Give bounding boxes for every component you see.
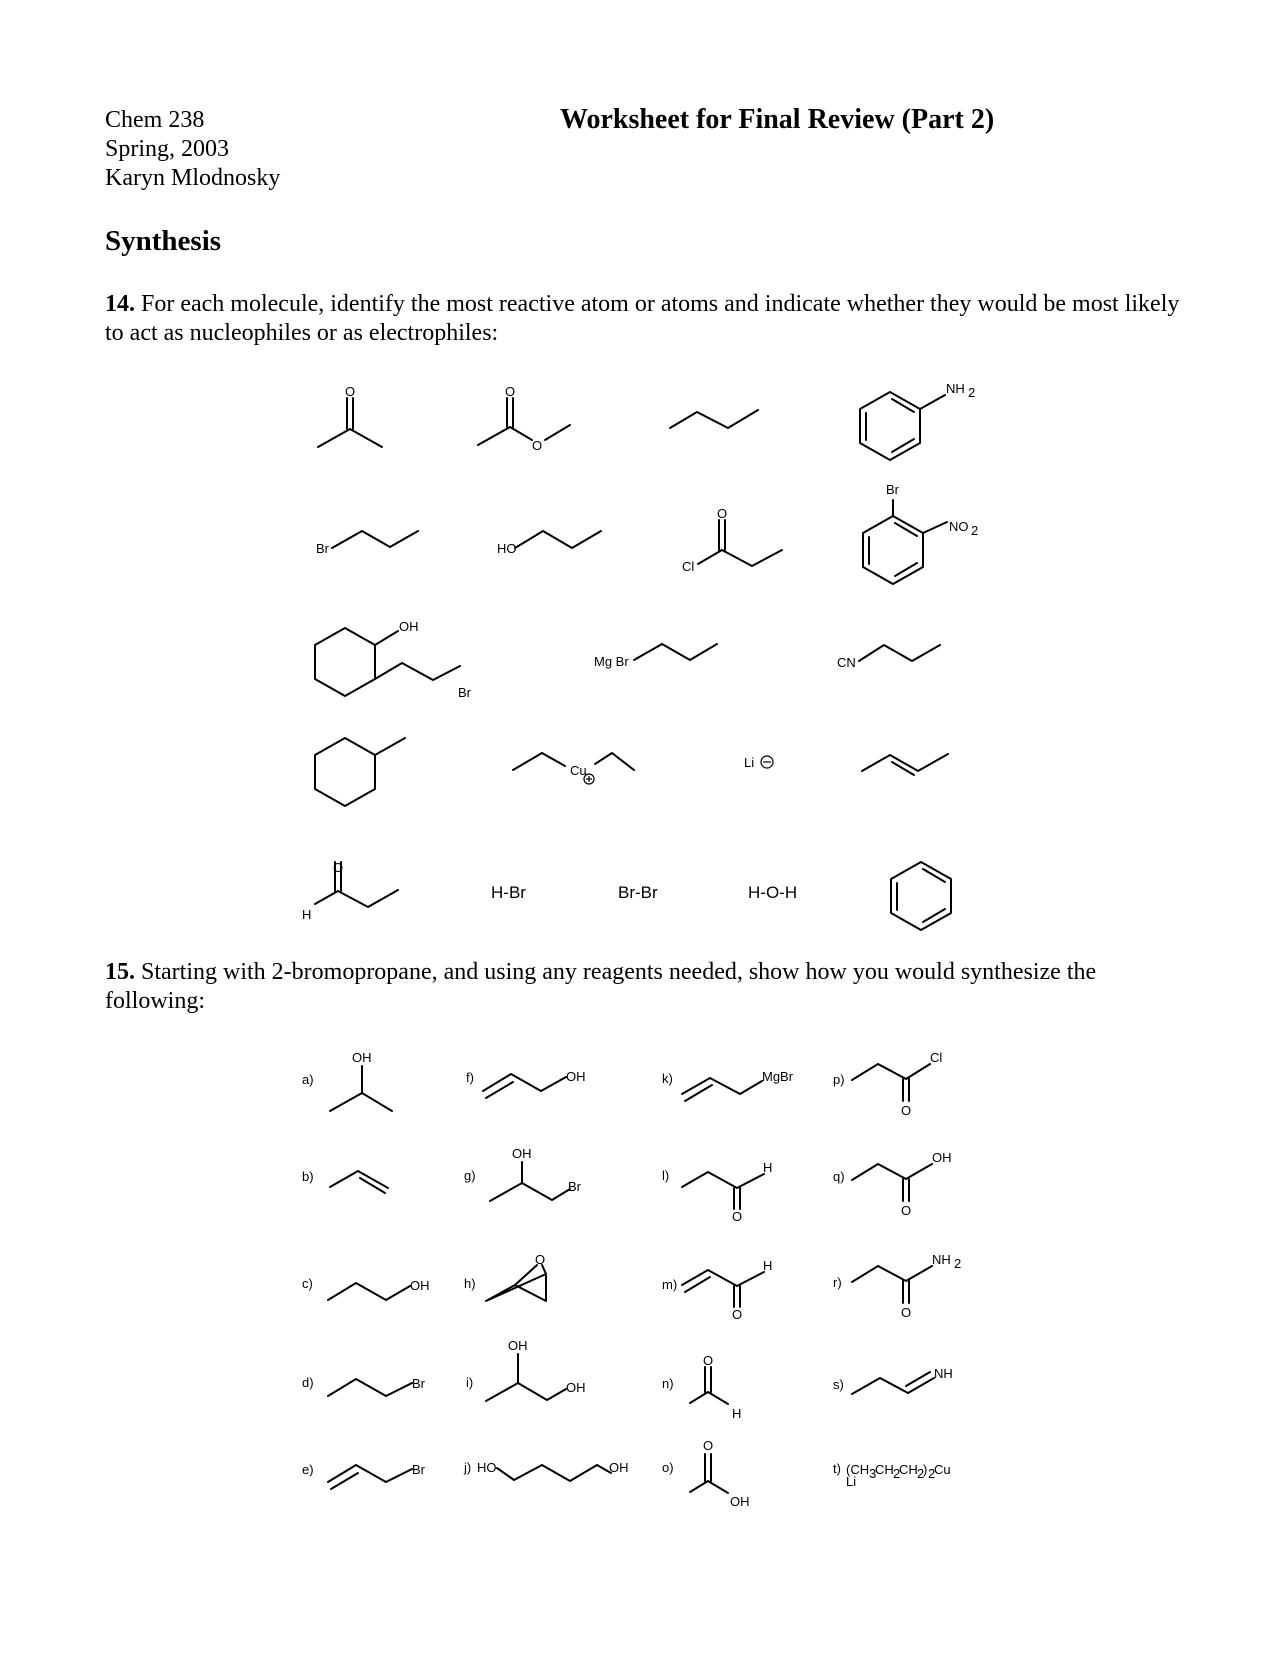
svg-text:H: H	[763, 1160, 773, 1175]
svg-text:OH: OH	[932, 1150, 952, 1165]
item-t-formula	[846, 1462, 951, 1489]
svg-text:CH: CH	[875, 1462, 894, 1477]
benzene-structure	[891, 862, 951, 930]
svg-text:2: 2	[917, 1466, 925, 1481]
svg-text:OH: OH	[410, 1278, 430, 1293]
item-b-label: b)	[302, 1169, 314, 1184]
item-r-structure	[852, 1252, 961, 1320]
item-n-label: n)	[662, 1376, 674, 1391]
svg-text:CN: CN	[837, 655, 856, 670]
section-heading: Synthesis	[105, 225, 222, 257]
question-14-text: For each molecule, identify the most reactive atom or atoms and indicate whether they would be most likely to act as nucleophiles or as electrophiles:	[105, 291, 1180, 346]
svg-text:O: O	[531, 438, 543, 453]
item-t-label: t)	[833, 1461, 841, 1476]
svg-text:Br: Br	[458, 685, 471, 700]
svg-text:Br: Br	[412, 1376, 425, 1391]
item-q-label: q)	[833, 1169, 845, 1184]
lithium-ion-structure	[744, 755, 773, 770]
svg-text:): )	[923, 1462, 928, 1477]
svg-text:O: O	[900, 1103, 912, 1118]
item-o-structure	[690, 1438, 750, 1509]
item-m-structure	[682, 1258, 772, 1322]
svg-text:NH: NH	[934, 1366, 953, 1381]
svg-text:Mg Br: Mg Br	[594, 654, 629, 669]
item-h-structure	[486, 1252, 546, 1301]
svg-text:O: O	[702, 1438, 714, 1453]
propanoyl-chloride-structure	[682, 506, 782, 574]
item-b-structure	[330, 1171, 388, 1193]
question-15-text: Starting with 2-bromopropane, and using any reagents needed, show how you would synthesize the following:	[105, 959, 1097, 1014]
svg-text:3: 3	[869, 1466, 877, 1481]
item-a-label: a)	[302, 1072, 314, 1087]
svg-text:NO: NO	[949, 519, 969, 534]
item-g-structure	[490, 1146, 582, 1201]
svg-text:O: O	[534, 1252, 546, 1267]
item-h-label: h)	[464, 1276, 476, 1291]
svg-text:H: H	[302, 907, 312, 922]
svg-text:OH: OH	[399, 619, 419, 634]
svg-text:Cu: Cu	[934, 1462, 951, 1477]
item-d-structure	[328, 1376, 426, 1396]
svg-text:OH: OH	[566, 1069, 586, 1084]
item-n-structure	[690, 1353, 741, 1421]
item-p-structure	[852, 1050, 942, 1118]
svg-text:NH: NH	[932, 1252, 951, 1267]
butanenitrile-structure	[837, 645, 940, 670]
item-a-structure	[330, 1050, 392, 1111]
item-k-label: k)	[662, 1071, 673, 1086]
svg-text:OH: OH	[609, 1460, 629, 1475]
item-l-structure	[682, 1160, 772, 1224]
svg-text:Br: Br	[886, 482, 899, 497]
svg-text:O: O	[731, 1209, 743, 1224]
question-14-number: 14.	[105, 291, 135, 317]
svg-text:O: O	[900, 1203, 912, 1218]
course-author: Karyn Mlodnosky	[105, 165, 281, 191]
item-q-structure	[852, 1150, 952, 1218]
svg-text:OH: OH	[566, 1380, 586, 1395]
item-j-label: j)	[464, 1460, 472, 1475]
svg-text:Br: Br	[412, 1462, 425, 1477]
svg-text:2: 2	[893, 1466, 901, 1481]
svg-text:Cu: Cu	[570, 763, 587, 778]
bromopropane-structure	[316, 531, 418, 556]
svg-text:Br: Br	[568, 1179, 581, 1194]
item-s-label: s)	[833, 1377, 844, 1392]
q15-structures	[302, 1050, 961, 1509]
propene-structure	[862, 754, 948, 775]
water: H-O-H	[748, 883, 798, 902]
amine-label: NH	[946, 381, 965, 396]
svg-text:(CH: (CH	[846, 1462, 870, 1477]
svg-text:OH: OH	[730, 1494, 750, 1509]
item-e-structure	[328, 1462, 426, 1489]
svg-text:O: O	[344, 384, 356, 399]
svg-text:Br: Br	[316, 541, 329, 556]
item-e-label: e)	[302, 1462, 314, 1477]
item-f-label: f)	[466, 1070, 474, 1085]
svg-text:H: H	[732, 1406, 742, 1421]
svg-text:OH: OH	[352, 1050, 372, 1065]
svg-text:O: O	[731, 1307, 743, 1322]
svg-text:HO: HO	[477, 1460, 497, 1475]
svg-text:Li: Li	[846, 1474, 857, 1489]
item-l-label: l)	[662, 1168, 670, 1183]
diethylcuprate-structure	[513, 753, 634, 784]
course-name: Chem 238	[105, 107, 205, 133]
item-c-label: c)	[302, 1276, 313, 1291]
svg-text:O: O	[332, 860, 344, 875]
item-g-label: g)	[464, 1168, 476, 1183]
item-c-structure	[328, 1278, 430, 1300]
svg-text:O: O	[900, 1305, 912, 1320]
svg-text:O: O	[504, 384, 516, 399]
question-15-number: 15.	[105, 959, 135, 985]
propanal-structure	[302, 860, 398, 922]
item-o-label: o)	[662, 1460, 674, 1475]
bromoethyl-cyclohexanol-structure	[315, 619, 472, 700]
svg-text:2: 2	[928, 1466, 936, 1481]
bromonitrobenzene-structure	[863, 482, 978, 584]
svg-text:CH: CH	[899, 1462, 918, 1477]
svg-text:OH: OH	[508, 1338, 528, 1353]
aniline-structure	[860, 381, 975, 460]
svg-text:2: 2	[971, 523, 979, 538]
svg-text:2: 2	[954, 1256, 962, 1271]
methyl-acetate-structure	[478, 384, 570, 453]
item-m-label: m)	[662, 1277, 678, 1292]
q14-structures	[302, 381, 978, 930]
butane-structure	[670, 410, 758, 428]
svg-text:MgBr: MgBr	[762, 1069, 794, 1084]
svg-text:Li: Li	[744, 755, 755, 770]
svg-text:OH: OH	[512, 1146, 532, 1161]
item-s-structure	[852, 1366, 953, 1394]
bromine: Br-Br	[618, 883, 658, 902]
svg-text:O: O	[716, 506, 728, 521]
item-f-structure	[483, 1069, 586, 1098]
item-d-label: d)	[302, 1375, 314, 1390]
item-p-label: p)	[833, 1072, 845, 1087]
item-r-label: r)	[833, 1275, 842, 1290]
svg-text:Cl: Cl	[930, 1050, 943, 1065]
svg-text:2: 2	[968, 385, 976, 400]
course-term: Spring, 2003	[105, 136, 230, 162]
methylcyclohexane-structure	[315, 738, 405, 806]
page-title: Worksheet for Final Review (Part 2)	[560, 104, 995, 135]
item-k-structure	[682, 1069, 794, 1101]
svg-text:Cl: Cl	[682, 559, 695, 574]
acetone-structure	[318, 384, 382, 447]
svg-text:H: H	[763, 1258, 773, 1273]
svg-text:HO: HO	[497, 541, 517, 556]
item-j-structure	[477, 1460, 629, 1481]
hydrogen-bromide: H-Br	[491, 883, 526, 902]
item-i-structure	[486, 1338, 586, 1401]
item-i-label: i)	[466, 1375, 474, 1390]
svg-text:O: O	[702, 1353, 714, 1368]
propanol-structure	[497, 531, 601, 556]
propyl-grignard-structure	[594, 644, 717, 669]
